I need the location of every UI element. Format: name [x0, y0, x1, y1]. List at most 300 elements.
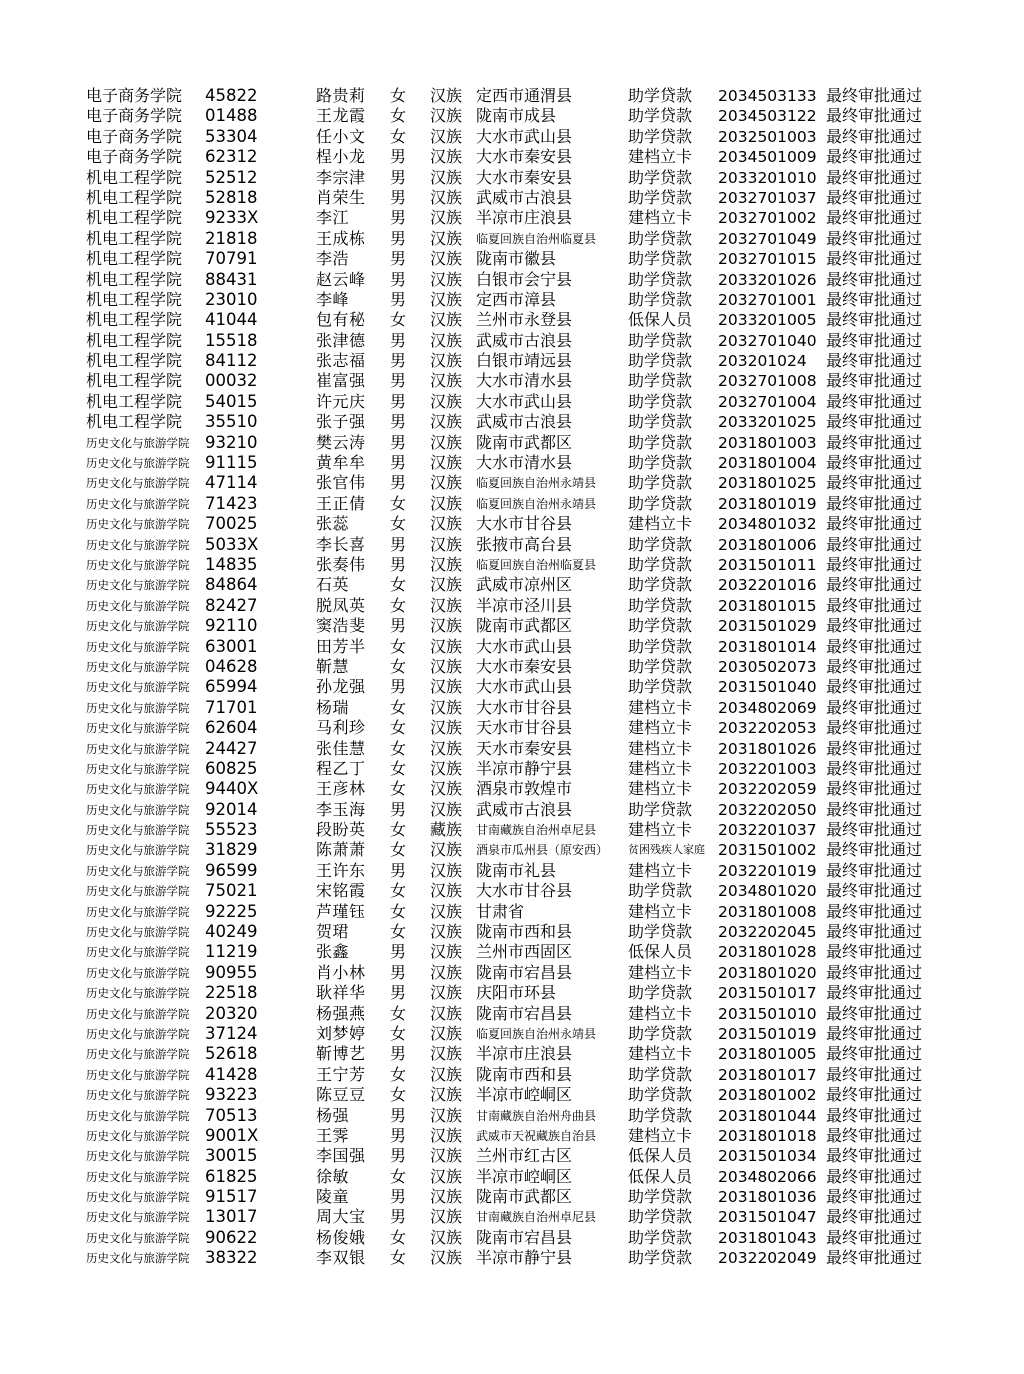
ethnicity-cell: 汉族 [430, 412, 463, 432]
gender-cell: 男 [390, 1044, 407, 1064]
college-cell: 机电工程学院 [86, 187, 183, 207]
id-suffix-cell: 91517 [205, 1187, 258, 1207]
table-row [0, 412, 1024, 432]
college-cell: 历史文化与旅游学院 [86, 1128, 190, 1143]
aid-type-cell: 建档立卡 [628, 514, 693, 534]
aid-type-cell: 助学贷款 [628, 575, 693, 595]
student-name-cell: 王彦林 [316, 779, 366, 799]
origin-cell: 甘南藏族自治州卓尼县 [476, 823, 597, 838]
id-suffix-cell: 71423 [205, 493, 258, 513]
status-cell: 最终审批通过 [826, 962, 923, 982]
gender-cell: 女 [390, 656, 407, 676]
gender-cell: 女 [390, 840, 407, 860]
table-row [0, 392, 1024, 412]
aid-type-cell: 低保人员 [628, 1166, 693, 1186]
origin-cell: 白银市会宁县 [476, 269, 573, 289]
gender-cell: 男 [390, 330, 407, 350]
college-cell: 历史文化与旅游学院 [86, 680, 190, 695]
aid-type-cell: 建档立卡 [628, 962, 693, 982]
gender-cell: 男 [390, 167, 407, 187]
application-number-cell: 2031501029 [718, 617, 817, 636]
gender-cell: 女 [390, 1003, 407, 1023]
origin-cell: 张掖市高台县 [476, 534, 573, 554]
ethnicity-cell: 汉族 [430, 208, 463, 228]
student-name-cell: 张鑫 [316, 942, 350, 962]
origin-cell: 临夏回族自治州永靖县 [476, 496, 597, 511]
ethnicity-cell: 汉族 [430, 1085, 463, 1105]
gender-cell: 男 [390, 289, 407, 309]
origin-cell: 临夏回族自治州永靖县 [476, 476, 597, 491]
aid-type-cell: 建档立卡 [628, 738, 693, 758]
origin-cell: 甘南藏族自治州舟曲县 [476, 1108, 597, 1123]
student-name-cell: 杨俊娥 [316, 1227, 366, 1247]
aid-type-cell: 低保人员 [628, 1146, 693, 1166]
application-number-cell: 2031801006 [718, 535, 817, 554]
student-name-cell: 孙龙强 [316, 677, 366, 697]
gender-cell: 女 [390, 779, 407, 799]
table-row [0, 249, 1024, 269]
aid-type-cell: 低保人员 [628, 942, 693, 962]
application-number-cell: 2031801017 [718, 1065, 817, 1084]
gender-cell: 男 [390, 799, 407, 819]
status-cell: 最终审批通过 [826, 514, 923, 534]
student-name-cell: 张津德 [316, 330, 366, 350]
table-row [0, 1065, 1024, 1085]
application-number-cell: 2032201003 [718, 759, 817, 778]
gender-cell: 男 [390, 249, 407, 269]
status-cell: 最终审批通过 [826, 126, 923, 146]
aid-type-cell: 助学贷款 [628, 1064, 693, 1084]
origin-cell: 大水市清水县 [476, 453, 573, 473]
table-row [0, 820, 1024, 840]
table-row [0, 902, 1024, 922]
application-number-cell: 2032701008 [718, 372, 817, 391]
status-cell: 最终审批通过 [826, 983, 923, 1003]
gender-cell: 女 [390, 1248, 407, 1268]
table-row [0, 535, 1024, 555]
ethnicity-cell: 汉族 [430, 187, 463, 207]
aid-type-cell: 助学贷款 [628, 636, 693, 656]
college-cell: 历史文化与旅游学院 [86, 925, 190, 940]
origin-cell: 半凉市泾川县 [476, 595, 573, 615]
origin-cell: 甘肃省 [476, 901, 525, 921]
gender-cell: 男 [390, 1146, 407, 1166]
id-suffix-cell: 70791 [205, 249, 258, 269]
gender-cell: 男 [390, 1187, 407, 1207]
aid-type-cell: 助学贷款 [628, 595, 693, 615]
gender-cell: 女 [390, 1166, 407, 1186]
student-name-cell: 石英 [316, 575, 350, 595]
table-row [0, 759, 1024, 779]
id-suffix-cell: 41428 [205, 1064, 258, 1084]
gender-cell: 男 [390, 351, 407, 371]
status-cell: 最终审批通过 [826, 391, 923, 411]
ethnicity-cell: 汉族 [430, 656, 463, 676]
ethnicity-cell: 汉族 [430, 310, 463, 330]
college-cell: 机电工程学院 [86, 351, 183, 371]
aid-type-cell: 助学贷款 [628, 167, 693, 187]
gender-cell: 女 [390, 310, 407, 330]
ethnicity-cell: 汉族 [430, 1064, 463, 1084]
aid-type-cell: 建档立卡 [628, 1125, 693, 1145]
gender-cell: 女 [390, 126, 407, 146]
college-cell: 历史文化与旅游学院 [86, 537, 190, 552]
id-suffix-cell: 71701 [205, 697, 258, 717]
college-cell: 历史文化与旅游学院 [86, 456, 190, 471]
origin-cell: 半凉市崆峒区 [476, 1166, 573, 1186]
aid-type-cell: 助学贷款 [628, 86, 693, 105]
id-suffix-cell: 01488 [205, 106, 258, 126]
table-row [0, 1207, 1024, 1227]
id-suffix-cell: 65994 [205, 677, 258, 697]
student-name-cell: 贺珺 [316, 922, 350, 942]
application-number-cell: 2034503133 [718, 87, 817, 105]
table-row [0, 106, 1024, 126]
id-suffix-cell: 96599 [205, 860, 258, 880]
gender-cell: 男 [390, 677, 407, 697]
aid-type-cell: 建档立卡 [628, 147, 693, 167]
college-cell: 历史文化与旅游学院 [86, 578, 190, 593]
ethnicity-cell: 汉族 [430, 983, 463, 1003]
application-number-cell: 2031501047 [718, 1208, 817, 1227]
origin-cell: 半凉市静宁县 [476, 1248, 573, 1268]
application-number-cell: 2031801004 [718, 454, 817, 473]
application-number-cell: 2032202049 [718, 1249, 817, 1268]
status-cell: 最终审批通过 [826, 840, 923, 860]
student-name-cell: 杨强燕 [316, 1003, 366, 1023]
aid-type-cell: 助学贷款 [628, 453, 693, 473]
id-suffix-cell: 37124 [205, 1023, 258, 1043]
college-cell: 历史文化与旅游学院 [86, 1047, 190, 1062]
aid-type-cell: 助学贷款 [628, 126, 693, 146]
status-cell: 最终审批通过 [826, 208, 923, 228]
college-cell: 历史文化与旅游学院 [86, 1108, 190, 1123]
origin-cell: 天水市秦安县 [476, 738, 573, 758]
college-cell: 历史文化与旅游学院 [86, 598, 190, 613]
student-name-cell: 任小文 [316, 126, 366, 146]
origin-cell: 酒泉市瓜州县（原安西） [476, 843, 609, 858]
gender-cell: 男 [390, 391, 407, 411]
ethnicity-cell: 汉族 [430, 228, 463, 248]
college-cell: 历史文化与旅游学院 [86, 1006, 190, 1021]
ethnicity-cell: 汉族 [430, 147, 463, 167]
status-cell: 最终审批通过 [826, 779, 923, 799]
status-cell: 最终审批通过 [826, 371, 923, 391]
status-cell: 最终审批通过 [826, 1146, 923, 1166]
gender-cell: 男 [390, 147, 407, 167]
ethnicity-cell: 汉族 [430, 391, 463, 411]
status-cell: 最终审批通过 [826, 86, 923, 105]
origin-cell: 陇南市西和县 [476, 1064, 573, 1084]
college-cell: 历史文化与旅游学院 [86, 884, 190, 899]
gender-cell: 男 [390, 983, 407, 1003]
gender-cell: 男 [390, 187, 407, 207]
origin-cell: 大水市秦安县 [476, 167, 573, 187]
status-cell: 最终审批通过 [826, 860, 923, 880]
status-cell: 最终审批通过 [826, 575, 923, 595]
origin-cell: 大水市武山县 [476, 126, 573, 146]
ethnicity-cell: 汉族 [430, 738, 463, 758]
id-suffix-cell: 88431 [205, 269, 258, 289]
college-cell: 历史文化与旅游学院 [86, 496, 190, 511]
gender-cell: 女 [390, 1064, 407, 1084]
aid-type-cell: 助学贷款 [628, 412, 693, 432]
college-cell: 历史文化与旅游学院 [86, 1169, 190, 1184]
origin-cell: 武威市古浪县 [476, 330, 573, 350]
gender-cell: 女 [390, 1227, 407, 1247]
student-name-cell: 张佳慧 [316, 738, 366, 758]
status-cell: 最终审批通过 [826, 310, 923, 330]
application-number-cell: 2031801005 [718, 1045, 817, 1064]
origin-cell: 陇南市宕昌县 [476, 1003, 573, 1023]
application-number-cell: 2031801018 [718, 1126, 817, 1145]
student-name-cell: 黄牟牟 [316, 453, 366, 473]
ethnicity-cell: 汉族 [430, 1044, 463, 1064]
college-cell: 机电工程学院 [86, 208, 183, 228]
table-row [0, 86, 1024, 106]
college-cell: 历史文化与旅游学院 [86, 843, 190, 858]
id-suffix-cell: 92110 [205, 616, 258, 636]
gender-cell: 女 [390, 595, 407, 615]
id-suffix-cell: 11219 [205, 942, 258, 962]
college-cell: 历史文化与旅游学院 [86, 1190, 190, 1205]
status-cell: 最终审批通过 [826, 1044, 923, 1064]
college-cell: 机电工程学院 [86, 249, 183, 269]
gender-cell: 女 [390, 636, 407, 656]
table-row [0, 1126, 1024, 1146]
aid-type-cell: 助学贷款 [628, 1248, 693, 1268]
id-suffix-cell: 62312 [205, 147, 258, 167]
gender-cell: 女 [390, 758, 407, 778]
ethnicity-cell: 汉族 [430, 575, 463, 595]
id-suffix-cell: 52512 [205, 167, 258, 187]
status-cell: 最终审批通过 [826, 453, 923, 473]
status-cell: 最终审批通过 [826, 677, 923, 697]
id-suffix-cell: 15518 [205, 330, 258, 350]
ethnicity-cell: 汉族 [430, 106, 463, 126]
college-cell: 历史文化与旅游学院 [86, 700, 190, 715]
application-number-cell: 2031801003 [718, 433, 817, 452]
status-cell: 最终审批通过 [826, 269, 923, 289]
table-row [0, 861, 1024, 881]
aid-type-cell: 助学贷款 [628, 249, 693, 269]
student-name-cell: 刘梦婷 [316, 1023, 366, 1043]
gender-cell: 男 [390, 942, 407, 962]
application-number-cell: 2032202053 [718, 719, 817, 738]
student-name-cell: 王霁 [316, 1125, 350, 1145]
application-number-cell: 2032701002 [718, 209, 817, 228]
ethnicity-cell: 汉族 [430, 1207, 463, 1227]
ethnicity-cell: 汉族 [430, 126, 463, 146]
ethnicity-cell: 汉族 [430, 718, 463, 738]
origin-cell: 酒泉市敦煌市 [476, 779, 573, 799]
origin-cell: 大水市秦安县 [476, 147, 573, 167]
college-cell: 历史文化与旅游学院 [86, 1026, 190, 1041]
gender-cell: 女 [390, 881, 407, 901]
application-number-cell: 2031801015 [718, 596, 817, 615]
origin-cell: 大水市秦安县 [476, 656, 573, 676]
aid-type-cell: 助学贷款 [628, 391, 693, 411]
id-suffix-cell: 45822 [205, 86, 258, 105]
status-cell: 最终审批通过 [826, 493, 923, 513]
ethnicity-cell: 汉族 [430, 269, 463, 289]
application-number-cell: 2032701001 [718, 290, 817, 309]
id-suffix-cell: 60825 [205, 758, 258, 778]
status-cell: 最终审批通过 [826, 473, 923, 493]
gender-cell: 女 [390, 1085, 407, 1105]
table-row [0, 147, 1024, 167]
origin-cell: 武威市古浪县 [476, 799, 573, 819]
gender-cell: 男 [390, 473, 407, 493]
aid-type-cell: 助学贷款 [628, 330, 693, 350]
id-suffix-cell: 70025 [205, 514, 258, 534]
college-cell: 历史文化与旅游学院 [86, 782, 190, 797]
gender-cell: 男 [390, 412, 407, 432]
application-number-cell: 2034503122 [718, 107, 817, 126]
gender-cell: 女 [390, 493, 407, 513]
status-cell: 最终审批通过 [826, 1003, 923, 1023]
id-suffix-cell: 20320 [205, 1003, 258, 1023]
table-row [0, 983, 1024, 1003]
student-name-cell: 窦浩斐 [316, 616, 366, 636]
ethnicity-cell: 汉族 [430, 371, 463, 391]
aid-type-cell: 助学贷款 [628, 473, 693, 493]
student-name-cell: 脱凤英 [316, 595, 366, 615]
ethnicity-cell: 汉族 [430, 1125, 463, 1145]
gender-cell: 男 [390, 534, 407, 554]
status-cell: 最终审批通过 [826, 799, 923, 819]
student-name-cell: 周大宝 [316, 1207, 366, 1227]
student-name-cell: 张子强 [316, 412, 366, 432]
student-name-cell: 路贵莉 [316, 86, 366, 105]
aid-type-cell: 助学贷款 [628, 922, 693, 942]
gender-cell: 男 [390, 554, 407, 574]
status-cell: 最终审批通过 [826, 554, 923, 574]
id-suffix-cell: 90955 [205, 962, 258, 982]
gender-cell: 女 [390, 514, 407, 534]
gender-cell: 女 [390, 1023, 407, 1043]
id-suffix-cell: 61825 [205, 1166, 258, 1186]
origin-cell: 兰州市红古区 [476, 1146, 573, 1166]
application-number-cell: 2034802069 [718, 698, 817, 717]
table-row [0, 800, 1024, 820]
aid-type-cell: 助学贷款 [628, 1187, 693, 1207]
status-cell: 最终审批通过 [826, 636, 923, 656]
aid-type-cell: 建档立卡 [628, 208, 693, 228]
student-name-cell: 崔富强 [316, 371, 366, 391]
id-suffix-cell: 47114 [205, 473, 258, 493]
ethnicity-cell: 汉族 [430, 942, 463, 962]
ethnicity-cell: 汉族 [430, 534, 463, 554]
id-suffix-cell: 31829 [205, 840, 258, 860]
gender-cell: 男 [390, 228, 407, 248]
college-cell: 机电工程学院 [86, 289, 183, 309]
ethnicity-cell: 汉族 [430, 697, 463, 717]
college-cell: 机电工程学院 [86, 330, 183, 350]
application-number-cell: 2030502073 [718, 657, 817, 676]
ethnicity-cell: 汉族 [430, 779, 463, 799]
status-cell: 最终审批通过 [826, 1064, 923, 1084]
origin-cell: 兰州市西固区 [476, 942, 573, 962]
ethnicity-cell: 汉族 [430, 330, 463, 350]
table-row [0, 494, 1024, 514]
ethnicity-cell: 汉族 [430, 1105, 463, 1125]
table-row [0, 229, 1024, 249]
college-cell: 历史文化与旅游学院 [86, 1067, 190, 1082]
college-cell: 历史文化与旅游学院 [86, 517, 190, 532]
ethnicity-cell: 汉族 [430, 881, 463, 901]
aid-type-cell: 贫困残疾人家庭 [628, 843, 705, 857]
application-number-cell: 2034802066 [718, 1167, 817, 1186]
id-suffix-cell: 35510 [205, 412, 258, 432]
college-cell: 机电工程学院 [86, 391, 183, 411]
origin-cell: 陇南市武都区 [476, 432, 573, 452]
status-cell: 最终审批通过 [826, 820, 923, 840]
origin-cell: 大水市武山县 [476, 391, 573, 411]
gender-cell: 男 [390, 208, 407, 228]
id-suffix-cell: 14835 [205, 554, 258, 574]
college-cell: 历史文化与旅游学院 [86, 619, 190, 634]
gender-cell: 男 [390, 962, 407, 982]
table-row [0, 331, 1024, 351]
application-number-cell: 2032202059 [718, 780, 817, 799]
college-cell: 历史文化与旅游学院 [86, 823, 190, 838]
id-suffix-cell: 84864 [205, 575, 258, 595]
gender-cell: 女 [390, 922, 407, 942]
application-number-cell: 2032701037 [718, 188, 817, 207]
id-suffix-cell: 92014 [205, 799, 258, 819]
gender-cell: 男 [390, 1125, 407, 1145]
table-row [0, 698, 1024, 718]
origin-cell: 武威市古浪县 [476, 412, 573, 432]
application-number-cell: 2031801036 [718, 1188, 817, 1207]
ethnicity-cell: 汉族 [430, 962, 463, 982]
application-number-cell: 2033201026 [718, 270, 817, 289]
status-cell: 最终审批通过 [826, 534, 923, 554]
student-name-cell: 王龙霞 [316, 106, 366, 126]
id-suffix-cell: 93210 [205, 432, 258, 452]
id-suffix-cell: 13017 [205, 1207, 258, 1227]
application-number-cell: 2032701015 [718, 250, 817, 269]
table-row [0, 1106, 1024, 1126]
student-name-cell: 李玉海 [316, 799, 366, 819]
id-suffix-cell: 9440X [205, 779, 259, 799]
ethnicity-cell: 汉族 [430, 901, 463, 921]
student-name-cell: 李峰 [316, 289, 350, 309]
table-row [0, 616, 1024, 636]
status-cell: 最终审批通过 [826, 738, 923, 758]
origin-cell: 大水市甘谷县 [476, 697, 573, 717]
table-row [0, 1248, 1024, 1268]
id-suffix-cell: 84112 [205, 351, 258, 371]
ethnicity-cell: 藏族 [430, 820, 463, 840]
gender-cell: 男 [390, 432, 407, 452]
table-row [0, 637, 1024, 657]
aid-type-cell: 助学贷款 [628, 1207, 693, 1227]
status-cell: 最终审批通过 [826, 289, 923, 309]
spreadsheet-table [0, 86, 1024, 1269]
status-cell: 最终审批通过 [826, 718, 923, 738]
id-suffix-cell: 92225 [205, 901, 258, 921]
college-cell: 历史文化与旅游学院 [86, 721, 190, 736]
gender-cell: 女 [390, 820, 407, 840]
table-row [0, 473, 1024, 493]
origin-cell: 半凉市庄浪县 [476, 1044, 573, 1064]
origin-cell: 武威市天祝藏族自治县 [476, 1128, 597, 1143]
aid-type-cell: 助学贷款 [628, 881, 693, 901]
application-number-cell: 2031801008 [718, 902, 817, 921]
table-row [0, 127, 1024, 147]
